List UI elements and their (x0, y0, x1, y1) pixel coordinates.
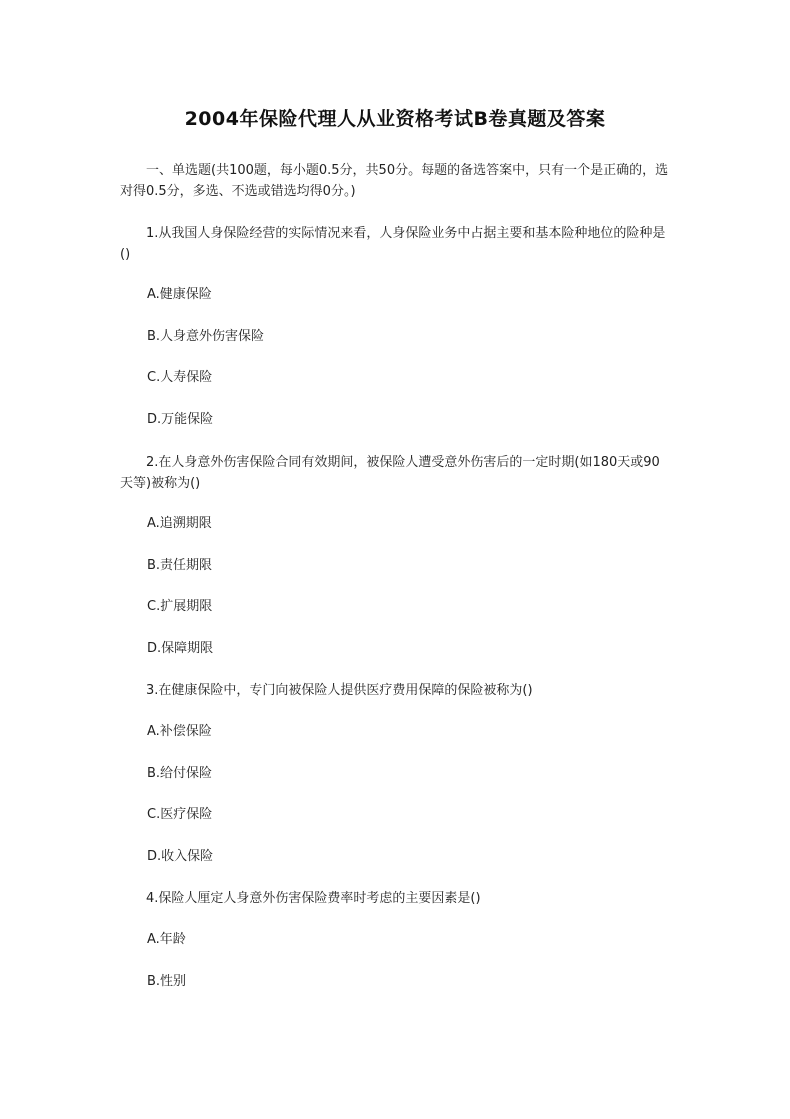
question-1-option-a: A.健康保险 (147, 287, 212, 302)
question-4-option-b: B.性别 (147, 974, 187, 989)
section-intro: 一、单选题(共100题，每小题0.5分，共50分。每题的备选答案中，只有一个是正确的，选对得0.5分，多选、不选或错选均得0分。) (120, 163, 669, 199)
question-3-option-c: C.医疗保险 (147, 807, 213, 822)
question-4-text: 4.保险人厘定人身意外伤害保险费率时考虑的主要因素是() (146, 891, 481, 906)
question-4-option-a: A.年龄 (147, 932, 186, 947)
question-1-option-c: C.人寿保险 (147, 370, 213, 385)
question-2-option-b: B.责任期限 (147, 558, 213, 573)
question-2-text: 2.在人身意外伤害保险合同有效期间，被保险人遭受意外伤害后的一定时期(如180天或90天等)被称为() (120, 455, 660, 491)
question-1-text: 1.从我国人身保险经营的实际情况来看，人身保险业务中占据主要和基本险种地位的险种是() (120, 226, 666, 262)
question-2-option-d: D.保障期限 (147, 641, 214, 656)
question-1-option-b: B.人身意外伤害保险 (147, 329, 265, 344)
question-3-option-b: B.给付保险 (147, 766, 213, 781)
question-3-option-a: A.补偿保险 (147, 724, 212, 739)
question-2-option-c: C.扩展期限 (147, 599, 213, 614)
question-3-option-d: D.收入保险 (147, 849, 214, 864)
question-1-option-d: D.万能保险 (147, 412, 214, 427)
document-title: 2004年保险代理人从业资格考试B卷真题及答案 (184, 108, 606, 130)
question-2-option-a: A.追溯期限 (147, 516, 212, 531)
question-3-text: 3.在健康保险中，专门向被保险人提供医疗费用保障的保险被称为() (146, 683, 533, 698)
